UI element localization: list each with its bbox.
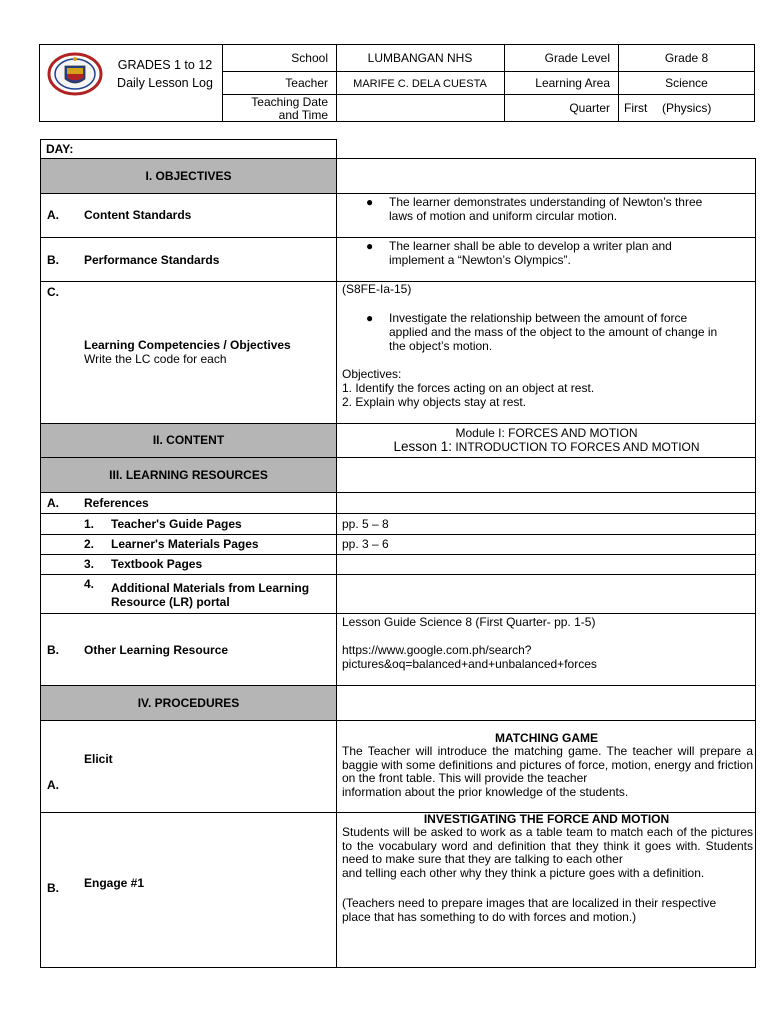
teacher-guide-pages: pp. 5 – 8: [342, 517, 389, 531]
engage-title: INVESTIGATING THE FORCE AND MOTION: [423, 812, 670, 826]
header-divider: [504, 44, 505, 122]
content-standards-label: Content Standards: [84, 208, 192, 222]
row-line: [40, 513, 756, 514]
bullet-icon: ●: [366, 311, 374, 325]
textbook-num: 3.: [84, 557, 95, 571]
teacher-guide-num: 1.: [84, 517, 95, 531]
textbook-label: Textbook Pages: [111, 557, 203, 571]
quarter-note: (Physics): [662, 101, 712, 115]
teacher-value: MARIFE C. DELA CUESTA: [353, 78, 487, 90]
elicit-text: [342, 745, 753, 799]
procedures-heading: IV. PROCEDURES: [137, 696, 240, 710]
engage-note-text: (Teachers need to prepare images that are localized in their respective: [342, 896, 717, 910]
resources-heading: III. LEARNING RESOURCES: [109, 468, 268, 482]
quarter-label: Quarter: [569, 101, 610, 115]
elicit-title: MATCHING GAME: [494, 731, 599, 745]
teaching-date-label: Teaching Date: [251, 95, 328, 109]
school-value: LUMBANGAN NHS: [367, 51, 473, 65]
other-resource-letter: B.: [47, 643, 59, 657]
objective-item: 2. Explain why objects stay at rest.: [342, 395, 527, 409]
header-log-title: Daily Lesson Log: [117, 76, 213, 90]
engage-letter: B.: [47, 881, 59, 895]
school-label: School: [291, 51, 328, 65]
row-line: [40, 720, 756, 721]
module-title: Module I: FORCES AND MOTION: [455, 426, 638, 440]
competency-text: Investigate the relationship between the amount of force: [389, 311, 688, 325]
row-line: [40, 457, 756, 458]
grade-level-value: Grade 8: [664, 51, 709, 65]
school-seal-logo: [47, 52, 103, 96]
references-label: References: [84, 496, 149, 510]
references-letter: A.: [47, 496, 59, 510]
grade-level-label: Grade Level: [544, 51, 610, 65]
day-label: DAY:: [46, 142, 74, 156]
lc-code: (S8FE-Ia-15): [342, 282, 412, 296]
row-line: [40, 613, 756, 614]
competency-text: applied and the mass of the object to the amount of change in: [389, 325, 718, 339]
other-resource-link: pictures&oq=balanced+and+unbalanced+forces: [342, 657, 597, 671]
row-line: [40, 554, 756, 555]
performance-standards-letter: B.: [47, 253, 59, 267]
lesson-prefix: Lesson 1:: [393, 439, 452, 454]
day-row: [40, 139, 337, 159]
elicit-letter: A.: [47, 778, 59, 792]
engage-note: [342, 897, 753, 924]
performance-standards-text: The learner shall be able to develop a writer plan and: [389, 239, 672, 253]
learner-materials-num: 2.: [84, 537, 95, 551]
other-resource-link: https://www.google.com.ph/search?: [342, 643, 532, 657]
teacher-guide-label: Teacher's Guide Pages: [111, 517, 242, 531]
competencies-label: Learning Competencies / Objectives: [84, 338, 291, 352]
lesson-table-divider: [336, 158, 337, 968]
lesson-name: INTRODUCTION TO FORCES AND MOTION: [455, 440, 700, 454]
additional-materials-label: Additional Materials from Learning: [111, 581, 310, 595]
learner-materials-label: Learner's Materials Pages: [111, 537, 259, 551]
content-standards-text: laws of motion and uniform circular motion.: [389, 209, 618, 223]
competency-text: the object’s motion.: [389, 339, 493, 353]
content-standards-text: The learner demonstrates understanding of Newton’s three: [389, 195, 703, 209]
competencies-letter: C.: [47, 285, 59, 299]
engage-label: Engage #1: [84, 876, 145, 890]
bullet-icon: ●: [366, 195, 374, 209]
row-line: [40, 193, 756, 194]
engage-text: [342, 826, 753, 880]
row-line: [40, 237, 756, 238]
competencies-sub: Write the LC code for each: [84, 352, 227, 366]
additional-materials-label: Resource (LR) portal: [111, 595, 230, 609]
performance-standards-text: implement a “Newton’s Olympics”.: [389, 253, 571, 267]
teaching-time-label: and Time: [278, 108, 328, 122]
learning-area-label: Learning Area: [535, 76, 610, 90]
elicit-label: Elicit: [84, 752, 113, 766]
teacher-label: Teacher: [285, 76, 328, 90]
elicit-paragraph: The Teacher will introduce the matching game. The teacher will prepare a baggie with some definitions and pictures of force, motion, energy and friction on the front table. This will provide the teacher: [342, 744, 753, 786]
objective-item: 1. Identify the forces acting on an object at rest.: [342, 381, 595, 395]
learning-area-value: Science: [665, 76, 708, 90]
learner-materials-pages: pp. 3 – 6: [342, 537, 389, 551]
other-resource-label: Other Learning Resource: [84, 643, 229, 657]
content-standards-letter: A.: [47, 208, 59, 222]
row-line: [40, 423, 756, 424]
row-line: [40, 574, 756, 575]
row-line: [40, 685, 756, 686]
lesson-title: [337, 440, 756, 454]
additional-materials-num: 4.: [84, 577, 95, 591]
engage-paragraph: Students will be asked to work as a table team to match each of the pictures to the vocabulary word and definition that they think it goes with. Students need to make sure that they are talking to each other: [342, 825, 753, 867]
elicit-paragraph-end: information about the prior knowledge of the students.: [342, 784, 629, 799]
performance-standards-label: Performance Standards: [84, 253, 220, 267]
header-grades-title: GRADES 1 to 12: [117, 58, 213, 72]
header-row-line: [222, 71, 755, 72]
engage-note-end: place that has something to do with forces and motion.): [342, 909, 637, 924]
quarter-value: First: [624, 101, 648, 115]
other-resource-text: Lesson Guide Science 8 (First Quarter- pp. 1-5): [342, 615, 596, 629]
content-heading: II. CONTENT: [152, 433, 225, 447]
engage-paragraph-end: and telling each other why they think a picture goes with a definition.: [342, 865, 705, 880]
bullet-icon: ●: [366, 239, 374, 253]
objectives-subheading: Objectives:: [342, 367, 402, 381]
objectives-heading: I. OBJECTIVES: [145, 169, 232, 183]
row-line: [40, 534, 756, 535]
row-line: [40, 492, 756, 493]
